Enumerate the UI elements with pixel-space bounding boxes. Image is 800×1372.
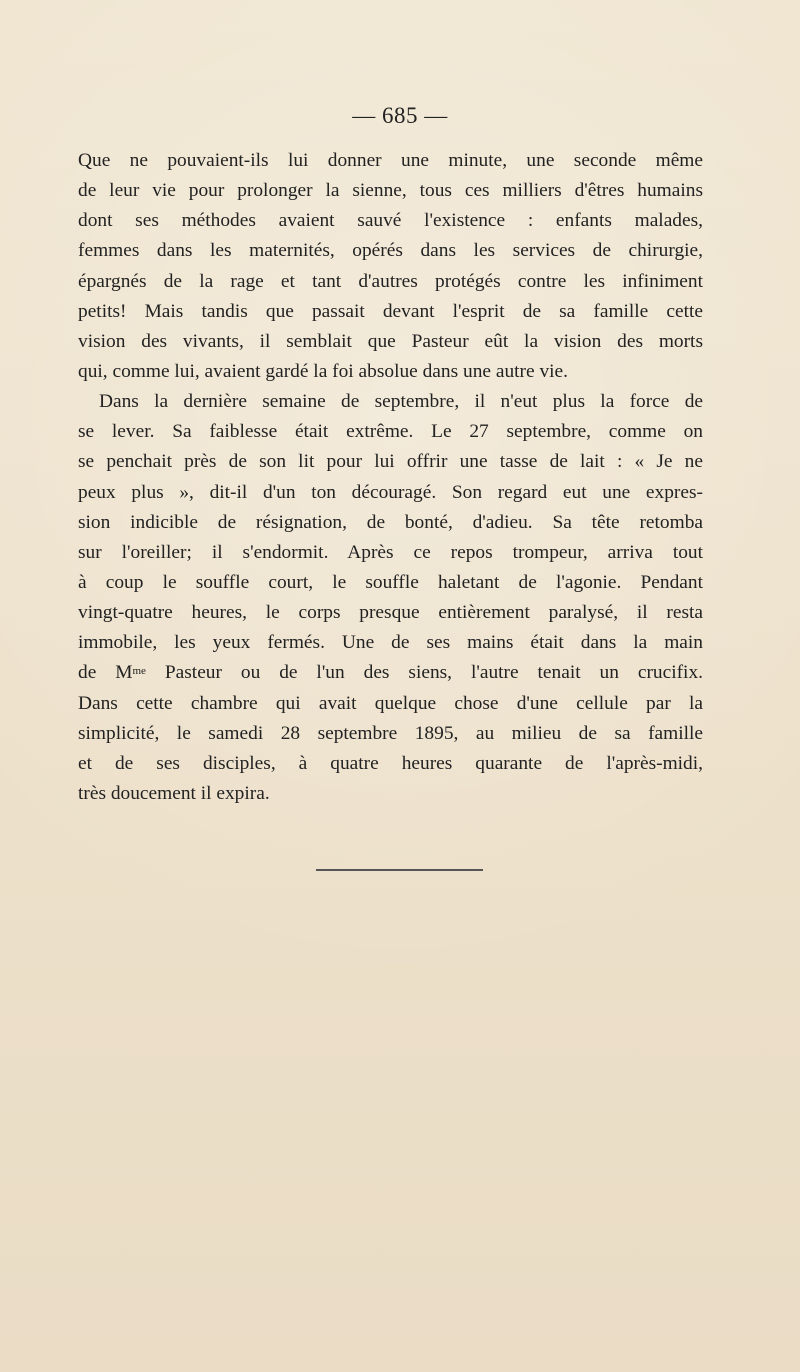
- text-line: petits! Mais tandis que passait devant l'esprit de sa famille cette: [78, 300, 703, 322]
- text-line: se lever. Sa faiblesse était extrême. Le 27 septembre, comme on: [78, 421, 703, 443]
- text-line: sur l'oreiller; il s'endormit. Après ce repos trompeur, arriva tout: [78, 541, 703, 563]
- text-line-mme: [78, 658, 703, 688]
- text-line: simplicité, le samedi 28 septembre 1895, au milieu de sa famille: [78, 722, 703, 744]
- text-line: peux plus », dit-il d'un ton découragé. Son regard eut une expres-: [78, 481, 703, 503]
- text-line: Dans la dernière semaine de septembre, il n'eut plus la force de: [99, 391, 703, 413]
- body-text: [78, 146, 703, 809]
- text-line: dont ses méthodes avaient sauvé l'existence : enfants malades,: [78, 210, 703, 232]
- mme-superscript: me: [132, 665, 146, 678]
- text-line: vision des vivants, il semblait que Pasteur eût la vision des morts: [78, 330, 703, 352]
- text-line: se penchait près de son lit pour lui offrir une tasse de lait : « Je ne: [78, 451, 703, 473]
- text-line: très doucement il expira.: [78, 782, 270, 804]
- text-line: épargnés de la rage et tant d'autres protégés contre les infiniment: [78, 270, 703, 292]
- mme-prefix: de M: [78, 662, 133, 684]
- text-line: à coup le souffle court, le souffle haletant de l'agonie. Pendant: [78, 571, 703, 593]
- text-line: de leur vie pour prolonger la sienne, tous ces milliers d'êtres humains: [78, 180, 703, 202]
- end-rule: [316, 869, 483, 871]
- text-line: Que ne pouvaient-ils lui donner une minute, une seconde même: [78, 150, 703, 171]
- text-line: qui, comme lui, avaient gardé la foi absolue dans une autre vie.: [78, 360, 568, 382]
- mme-suffix: Pasteur ou de l'un des siens, l'autre tenait un crucifix.: [145, 662, 703, 684]
- text-line: et de ses disciples, à quatre heures quarante de l'après-midi,: [78, 752, 703, 774]
- text-line: vingt-quatre heures, le corps presque entièrement paralysé, il resta: [78, 602, 703, 624]
- text-line: Dans cette chambre qui avait quelque chose d'une cellule par la: [78, 692, 703, 714]
- text-line: immobile, les yeux fermés. Une de ses mains était dans la main: [78, 632, 703, 654]
- page-number: — 685 —: [352, 103, 448, 128]
- text-line: femmes dans les maternités, opérés dans les services de chirurgie,: [78, 240, 703, 262]
- text-line: sion indicible de résignation, de bonté, d'adieu. Sa tête retomba: [78, 511, 703, 533]
